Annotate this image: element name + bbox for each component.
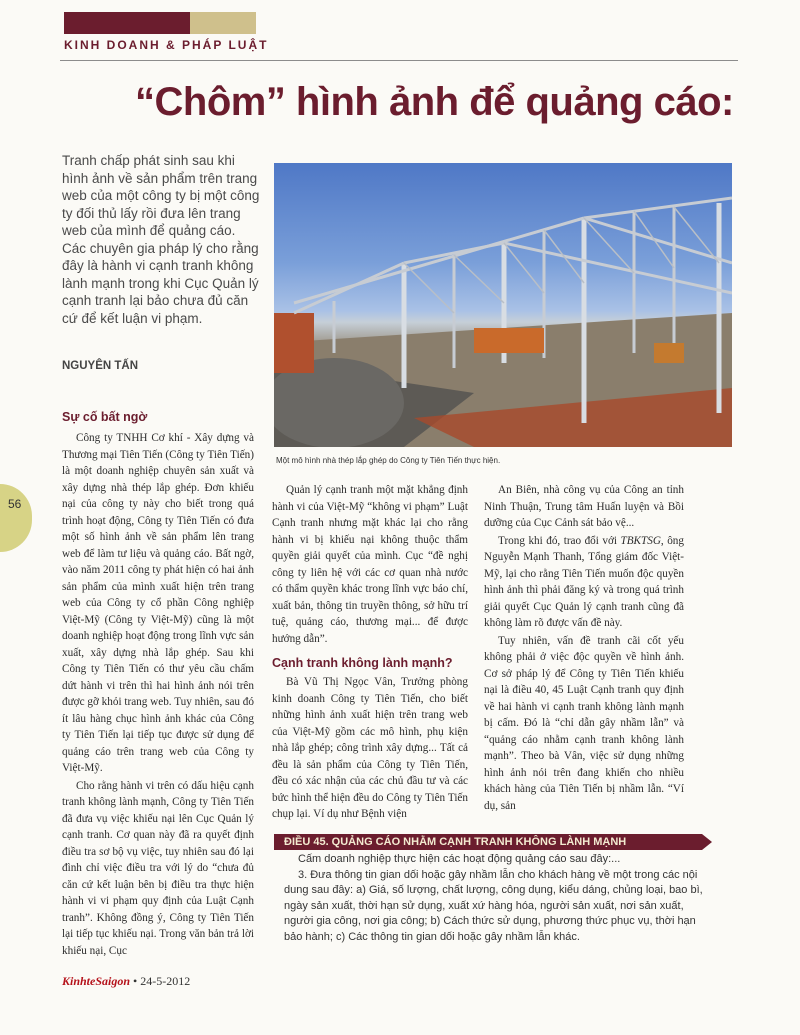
paragraph: Bà Vũ Thị Ngọc Vân, Trưởng phòng kinh doanh Công ty Tiên Tiến, cho biết những hình ảnh xuất hiện trên trang web của Việt-Mỹ gồm các mô hình, phụ kiện nhà lắp ghép; công trình xây dựng... Tất cả đều là sản phẩm của Công ty Tiên Tiến, đều có xác nhận của các chủ đầu tư và các bức hình thể hiện đều do Công ty Tiên Tiến chụp lại. Ví dụ như Bệnh viện <box>272 676 468 820</box>
lead-paragraph: Tranh chấp phát sinh sau khi hình ảnh về sản phẩm trên trang web của một công ty bị một công ty đối thủ lấy rồi đưa lên trang web của mình để quảng cáo. Các chuyên gia pháp lý cho rằng đây là hành vi cạnh tranh không lành mạnh trong khi Cục Quản lý cạnh tranh lại bảo chưa đủ căn cứ để kết luận vi phạm. <box>62 153 260 326</box>
page-footer <box>62 974 190 989</box>
box-line: Cấm doanh nghiệp thực hiện các hoạt động quảng cáo sau đây:... <box>298 853 621 865</box>
header-bar-maroon <box>64 12 190 34</box>
paragraph: Tuy nhiên, vấn đề tranh cãi cốt yếu không phải ở việc độc quyền về hình ảnh. Cơ sở pháp lý để Công ty Tiên Tiến khiếu nại là điều 40, 45 Luật Cạnh tranh quy định về hai hành vi cạnh tranh không lành mạnh bị cấm. Đó là “chỉ dẫn gây nhầm lẫn” và “quảng cáo nhằm cạnh tranh không lành mạnh”. Theo bà Vân, việc sử dụng những hình ảnh nói trên đang khiến cho nhiều khách hàng của Tiên Tiến bị nhầm lẫn. “Ví dụ, sản <box>484 634 684 812</box>
header-rule <box>60 60 738 61</box>
article-column-2-continued <box>272 674 468 823</box>
section-label: KINH DOANH & PHÁP LUẬT <box>64 38 269 52</box>
article-column-2 <box>272 482 468 647</box>
header-color-bar <box>64 12 256 34</box>
headline: “Chôm” hình ảnh để quảng cáo: <box>135 80 734 124</box>
article-column-1 <box>62 430 254 959</box>
paragraph: An Biên, nhà công vụ của Công an tỉnh Ninh Thuận, Trung tâm Huấn luyện và Bồi dưỡng của Cục Cảnh sát bảo vệ... <box>484 484 684 529</box>
paragraph: Quản lý cạnh tranh một mặt khẳng định hành vi của Việt-Mỹ “không vi phạm” Luật Cạnh tranh nhưng mặt khác lại cho rằng hành vi bị khiếu nại không thuộc thẩm quyền giải quyết của mình. Cục “đề nghị công ty liên hệ với các cơ quan nhà nước có thẩm quyền khác trong lĩnh vực báo chí, xuất bản, thông tin truyền thông, sở hữu trí tuệ, quảng cáo, thương mại... để được hướng dẫn”. <box>272 484 468 645</box>
paragraph: Công ty TNHH Cơ khí - Xây dựng và Thương mại Tiên Tiến (Công ty Tiên Tiến) là một doanh nghiệp chuyên sản xuất và xây dựng nhà thép lắp ghép. Đơn khiếu nại của công ty này cho biết trong quá trình hoạt động, Công ty Tiên Tiến có đưa một số hình ảnh về sản phẩm lên trang web để làm tư liệu và quảng cáo. Bất ngờ, vào năm 2011 công ty phát hiện có hai ảnh sản phẩm của mình xuất hiện trên trang web của Công ty cổ phần Công nghiệp Việt-Mỹ (Công ty Việt-Mỹ) cũng là một doanh nghiệp hoạt động trong lĩnh vực sản xuất, xây dựng nhà lắp ghép. Sau khi Công ty Tiên Tiến có thư yêu cầu chấm dứt hành vi trên thì hai hình ảnh nói trên được gỡ khỏi trang web. Tuy nhiên, sau đó ít lâu hàng chục hình ảnh khác của Công ty Tiên Tiến lại tiếp tục được sử dụng để quảng cáo trên trang web của Công ty Việt-Mỹ. <box>62 432 254 774</box>
header-bar-gold <box>190 12 256 34</box>
text-run: Trong khi đó, trao đổi với <box>498 534 621 547</box>
page-number-tab <box>0 484 32 552</box>
subhead-canh-tranh: Cạnh tranh không lành mạnh? <box>272 656 453 670</box>
arrow-icon <box>702 834 712 850</box>
steel-frame-illustration <box>274 163 732 447</box>
issue-date: • 24-5-2012 <box>133 974 191 988</box>
publication-logo: KinhteSaigon <box>62 974 131 988</box>
publication-name: TBKTSG <box>620 534 661 547</box>
paragraph: Cho rằng hành vi trên có dấu hiệu cạnh tranh không lành mạnh, Công ty Tiên Tiến đã đưa vụ việc khiếu nại lên Cục Quản lý cạnh tranh. Cơ quan này đã ra quyết định điều tra sơ bộ vụ việc, tuy nhiên sau đó lại đình chỉ việc điều tra với lý do “chưa đủ căn cứ kết luận bên bị điều tra thực hiện hành vi vi phạm quy định của Luật Cạnh tranh”. Không đồng ý, Công ty Tiên Tiến lại tiếp tục khiếu nại. Trong văn bản trả lời khiếu nại, Cục <box>62 779 254 957</box>
page-number: 56 <box>8 497 22 511</box>
sidebar-box-title: ĐIỀU 45. QUẢNG CÁO NHẰM CẠNH TRANH KHÔNG LÀNH MẠNH <box>274 834 702 850</box>
photo-caption: Một mô hình nhà thép lắp ghép do Công ty Tiên Tiến thực hiện. <box>276 456 501 465</box>
sidebar-box <box>284 852 704 945</box>
box-line: 3. Đưa thông tin gian dối hoặc gây nhầm lẫn cho khách hàng về một trong các nội dung sau đây: a) Giá, số lượng, chất lượng, công dụng, kiểu dáng, chủng loại, bao bì, ngày sản xuất, thời hạn sử dụng, xuất xứ hàng hóa, người sản xuất, nơi sản xuất, người gia công, nơi gia công; b) Cách thức sử dụng, phương thức phục vụ, thời hạn bảo hành; c) Các thông tin gian dối hoặc gây nhầm lẫn khác. <box>284 868 703 943</box>
byline: NGUYÊN TẤN <box>62 360 139 372</box>
article-photo <box>274 163 732 447</box>
text-run: , ông Nguyễn Mạnh Thanh, Tổng giám đốc Việt-Mỹ, lại cho rằng Tiên Tiến muốn độc quyền hình ảnh thì phải đăng ký và trong quá trình giải quyết Cục Quản lý cạnh tranh cũng đã không làm rõ được vấn đề này. <box>484 534 684 629</box>
article-column-3 <box>484 482 684 814</box>
paragraph <box>484 533 684 632</box>
subhead-su-co-bat-ngo: Sự cố bất ngờ <box>62 410 148 424</box>
